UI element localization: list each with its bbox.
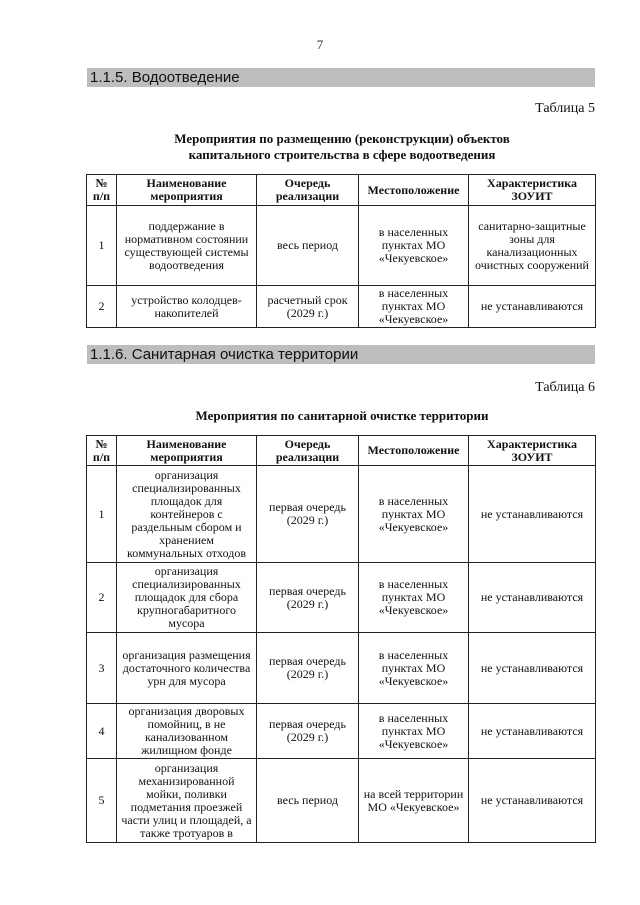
col-header-zouit: Характеристика ЗОУИТ bbox=[469, 436, 596, 466]
col-header-stage: Очередь реализации bbox=[257, 436, 359, 466]
table-5-header-row bbox=[87, 175, 596, 206]
table-row bbox=[87, 563, 596, 633]
table-title-5 bbox=[0, 131, 640, 163]
cell-number: 4 bbox=[87, 704, 117, 759]
cell-stage: весь период bbox=[257, 759, 359, 843]
cell-location: в населенных пунктах МО «Чекуевское» bbox=[359, 704, 469, 759]
table-row bbox=[87, 704, 596, 759]
table-label-6: Таблица 6 bbox=[535, 380, 595, 395]
cell-zouit: не устанавливаются bbox=[469, 633, 596, 704]
table-5 bbox=[86, 174, 596, 328]
col-header-zouit: Характеристика ЗОУИТ bbox=[469, 175, 596, 206]
cell-number: 1 bbox=[87, 466, 117, 563]
cell-number: 3 bbox=[87, 633, 117, 704]
table-row bbox=[87, 633, 596, 704]
col-header-number: № п/п bbox=[87, 175, 117, 206]
cell-name: поддержание в нормативном состоянии существующей системы водоотведения bbox=[117, 206, 257, 286]
cell-number: 2 bbox=[87, 563, 117, 633]
cell-number: 2 bbox=[87, 286, 117, 328]
table-row bbox=[87, 466, 596, 563]
cell-stage: первая очередь (2029 г.) bbox=[257, 563, 359, 633]
cell-zouit: не устанавливаются bbox=[469, 466, 596, 563]
cell-name: устройство колодцев-накопителей bbox=[117, 286, 257, 328]
table-row bbox=[87, 759, 596, 843]
col-header-name: Наименование мероприятия bbox=[117, 436, 257, 466]
cell-number: 1 bbox=[87, 206, 117, 286]
cell-location: в населенных пунктах МО «Чекуевское» bbox=[359, 466, 469, 563]
col-header-name: Наименование мероприятия bbox=[117, 175, 257, 206]
table-title-5-line1: Мероприятия по размещению (реконструкции) объектов bbox=[174, 131, 510, 146]
cell-stage: расчетный срок (2029 г.) bbox=[257, 286, 359, 328]
table-row bbox=[87, 286, 596, 328]
cell-location: в населенных пунктах МО «Чекуевское» bbox=[359, 286, 469, 328]
cell-name: организация размещения достаточного количества урн для мусора bbox=[117, 633, 257, 704]
cell-name: организация специализированных площадок для контейнеров с раздельным сбором и хранением коммунальных отходов bbox=[117, 466, 257, 563]
cell-stage: первая очередь (2029 г.) bbox=[257, 466, 359, 563]
table-title-5-line2: капитального строительства в сфере водоотведения bbox=[188, 147, 496, 162]
table-6 bbox=[86, 435, 596, 843]
page-number: 7 bbox=[316, 37, 324, 52]
cell-zouit: не устанавливаются bbox=[469, 704, 596, 759]
cell-location: в населенных пунктах МО «Чекуевское» bbox=[359, 563, 469, 633]
cell-name: организация дворовых помойниц, в не канализованном жилищном фонде bbox=[117, 704, 257, 759]
cell-location: в населенных пунктах МО «Чекуевское» bbox=[359, 206, 469, 286]
cell-name: организация механизированной мойки, поливки подметания проезжей части улиц и площадей, а также тротуаров в bbox=[117, 759, 257, 843]
cell-stage: первая очередь (2029 г.) bbox=[257, 633, 359, 704]
cell-location: на всей территории МО «Чекуевское» bbox=[359, 759, 469, 843]
cell-location: в населенных пунктах МО «Чекуевское» bbox=[359, 633, 469, 704]
col-header-stage: Очередь реализации bbox=[257, 175, 359, 206]
cell-zouit: не устанавливаются bbox=[469, 563, 596, 633]
col-header-location: Местоположение bbox=[359, 436, 469, 466]
cell-name: организация специализированных площадок для сбора крупногабаритного мусора bbox=[117, 563, 257, 633]
col-header-location: Местоположение bbox=[359, 175, 469, 206]
col-header-number: № п/п bbox=[87, 436, 117, 466]
section-heading-sanitary-cleaning: 1.1.6. Санитарная очистка территории bbox=[87, 345, 595, 364]
cell-number: 5 bbox=[87, 759, 117, 843]
table-6-header-row bbox=[87, 436, 596, 466]
table-title-6: Мероприятия по санитарной очистке территории bbox=[195, 408, 489, 423]
section-heading-water-disposal: 1.1.5. Водоотведение bbox=[87, 68, 595, 87]
cell-stage: первая очередь (2029 г.) bbox=[257, 704, 359, 759]
table-label-5: Таблица 5 bbox=[535, 101, 595, 116]
cell-zouit: не устанавливаются bbox=[469, 759, 596, 843]
cell-zouit: санитарно-защитные зоны для канализационных очистных сооружений bbox=[469, 206, 596, 286]
cell-zouit: не устанавливаются bbox=[469, 286, 596, 328]
cell-stage: весь период bbox=[257, 206, 359, 286]
table-row bbox=[87, 206, 596, 286]
